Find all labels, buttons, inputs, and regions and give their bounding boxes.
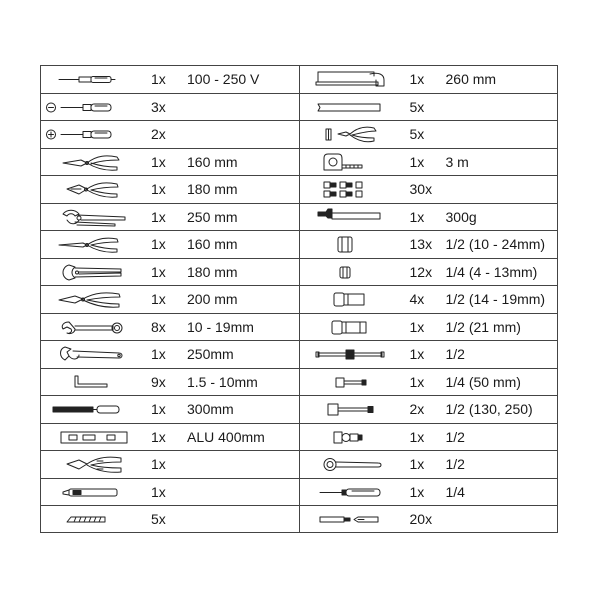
quantity: 1x (151, 401, 166, 417)
table-row (41, 176, 299, 204)
t-bar-handle-icon (304, 343, 400, 366)
table-row (41, 231, 299, 259)
spark-plug-socket-icon (304, 316, 400, 339)
table-row (300, 369, 558, 397)
quantity: 4x (409, 291, 425, 307)
specification: 1/2 (445, 346, 465, 362)
table-row (300, 149, 558, 177)
quantity: 5x (409, 126, 425, 142)
quantity: 1x (409, 208, 425, 225)
specification: 1/2 (10 - 24mm) (445, 236, 546, 252)
wire-stripper-icon (45, 453, 141, 476)
specification: 160 mm (187, 153, 238, 170)
table-row (41, 506, 299, 534)
quantity: 1x (409, 318, 425, 335)
table-row (41, 259, 299, 287)
specification: 1/2 (445, 428, 465, 445)
quantity: 1x (409, 483, 425, 500)
table-row (41, 396, 299, 424)
table-row (41, 451, 299, 479)
quantity: 9x (151, 373, 166, 390)
table-row (300, 424, 558, 452)
water-pump-pliers-icon (45, 206, 141, 229)
universal-joint-icon (304, 426, 400, 449)
table-row (300, 314, 558, 342)
quantity: 12x (409, 263, 433, 280)
quantity: 20x (409, 511, 433, 527)
table-row (300, 259, 558, 287)
utility-knife-icon (45, 481, 141, 504)
table-row (300, 451, 558, 479)
specification: 1/4 (50 mm) (445, 373, 521, 390)
crimping-pliers-icon (304, 123, 400, 146)
quantity: 1x (151, 483, 166, 500)
tool-inventory-table (40, 65, 558, 533)
table-row (300, 94, 558, 122)
combination-wrench-icon (45, 316, 141, 339)
table-row (300, 506, 558, 534)
specification: 1/2 (14 - 19mm) (445, 291, 546, 307)
quantity: 5x (151, 511, 166, 527)
long-nose-pliers-icon (45, 151, 141, 174)
specification: 1/2 (130, 250) (445, 401, 533, 417)
quantity: 1x (409, 346, 425, 362)
specification: 1/2 (445, 456, 465, 472)
table-row (300, 396, 558, 424)
table-row (41, 204, 299, 232)
specification: ALU 400mm (187, 428, 265, 445)
quantity: 1x (151, 181, 166, 197)
right-column (299, 66, 558, 532)
terminal-connectors-icon (304, 178, 400, 201)
screwdriver-bits-icon (304, 508, 400, 531)
table-row (41, 369, 299, 397)
quantity: 1x (151, 428, 166, 445)
quantity: 2x (151, 126, 166, 142)
quantity: 13x (409, 236, 433, 252)
specification: 300mm (187, 401, 234, 417)
specification: 200 mm (187, 291, 238, 307)
quantity: 1x (151, 263, 166, 280)
extension-bar-long-icon (304, 398, 400, 421)
table-row (41, 424, 299, 452)
quantity: 1x (409, 428, 425, 445)
specification: 10 - 19mm (187, 318, 254, 335)
quantity: 1x (409, 456, 425, 472)
specification: 1.5 - 10mm (187, 373, 258, 390)
flat-screwdriver-icon (45, 96, 141, 119)
table-row (300, 176, 558, 204)
quantity: 8x (151, 318, 166, 335)
combination-pliers-icon (45, 178, 141, 201)
spirit-level-icon (45, 426, 141, 449)
specification: 180 mm (187, 263, 238, 280)
quantity: 1x (151, 236, 166, 252)
table-row (41, 66, 299, 94)
needle-nose-pliers-icon (45, 233, 141, 256)
specification: 180 mm (187, 181, 238, 197)
left-column (41, 66, 299, 532)
specification: 160 mm (187, 236, 238, 252)
knife-blades-icon (45, 508, 141, 531)
quantity: 1x (151, 291, 166, 307)
extension-bar-short-icon (304, 371, 400, 394)
table-row (300, 231, 558, 259)
specification: 250 mm (187, 208, 238, 225)
ratchet-half-inch-icon (304, 453, 400, 476)
table-row (300, 286, 558, 314)
quantity: 5x (409, 98, 425, 115)
quantity: 30x (409, 181, 433, 197)
screwdriver-bit-handle-icon (304, 481, 400, 504)
table-row (41, 94, 299, 122)
voltage-tester-screwdriver-icon (45, 68, 141, 91)
table-row (41, 286, 299, 314)
specification: 1/4 (4 - 13mm) (445, 263, 538, 280)
quantity: 1x (409, 71, 425, 87)
quantity: 1x (409, 373, 425, 390)
specification: 250mm (187, 346, 234, 362)
specification: 260 mm (445, 71, 497, 87)
table-row (300, 341, 558, 369)
quantity: 1x (151, 208, 166, 225)
table-row (300, 66, 558, 94)
specification: 3 m (445, 153, 469, 170)
specification: 1/2 (21 mm) (445, 318, 521, 335)
specification: 100 - 250 V (187, 71, 260, 87)
table-row (300, 204, 558, 232)
adjustable-wrench-icon (45, 343, 141, 366)
quantity: 1x (151, 153, 166, 170)
quantity: 2x (409, 401, 425, 417)
specification: 1/4 (445, 483, 465, 500)
table-row (300, 479, 558, 507)
quantity: 1x (151, 456, 166, 472)
specification: 300g (445, 208, 477, 225)
deep-socket-icon (304, 288, 400, 311)
quantity: 3x (151, 98, 166, 115)
quantity: 1x (151, 71, 166, 87)
quantity: 1x (409, 153, 425, 170)
hammer-icon (304, 206, 400, 229)
hex-key-icon (45, 371, 141, 394)
file-rasp-icon (45, 398, 141, 421)
hacksaw-icon (304, 68, 400, 91)
end-cutting-pliers-icon (45, 261, 141, 284)
chisel-icon (304, 96, 400, 119)
quantity: 1x (151, 346, 166, 362)
socket-quarter-inch-icon (304, 261, 400, 284)
diagonal-cutters-icon (45, 288, 141, 311)
socket-half-inch-icon (304, 233, 400, 256)
table-row (300, 121, 558, 149)
table-row (41, 341, 299, 369)
table-row (41, 314, 299, 342)
table-row (41, 121, 299, 149)
phillips-screwdriver-icon (45, 123, 141, 146)
tape-measure-icon (304, 151, 400, 174)
table-row (41, 149, 299, 177)
table-row (41, 479, 299, 507)
